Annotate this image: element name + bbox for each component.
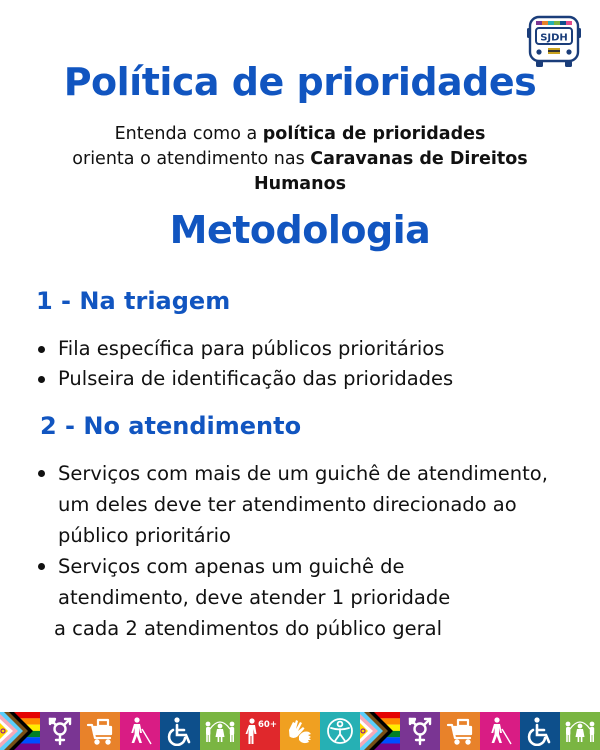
list-item-continuation: a cada 2 atendimentos do público geral [54, 617, 443, 640]
page-title: Política de prioridades [63, 60, 537, 104]
children-tile [200, 712, 240, 750]
universal-access-tile [320, 712, 360, 750]
children-tile [560, 712, 600, 750]
wheelchair-icon [167, 716, 193, 746]
transgender-tile [40, 712, 80, 750]
visually-impaired-tile [480, 712, 520, 750]
priority-icons-strip [0, 712, 600, 750]
svg-text:60+: 60+ [258, 720, 277, 730]
subtitle-bold-1: política de prioridades [262, 124, 486, 144]
progress-pride-flag-icon [0, 712, 40, 750]
svg-text:SJDH: SJDH [540, 32, 568, 44]
sign-language-tile [280, 712, 320, 750]
section-title: Metodologia [169, 208, 431, 252]
pride-flag-tile [360, 712, 400, 750]
shopping-cart-tile [440, 712, 480, 750]
subtitle-text-2: orienta o atendimento nas [72, 149, 311, 169]
children-playing-icon [563, 717, 597, 745]
visually-impaired-tile [120, 712, 160, 750]
list-item-text: Serviços com apenas um guichê de atendimento, deve atender 1 prioridade [58, 555, 451, 609]
list-item-text: Serviços com mais de um guichê de atendimento, um deles deve ter atendimento direcionado ao público prioritário [58, 462, 548, 547]
page-subtitle [60, 122, 540, 197]
list-item [36, 458, 568, 551]
list-item: Fila específica para públicos prioritários [36, 334, 453, 364]
transgender-symbol-icon [46, 715, 74, 747]
wheelchair-tile [520, 712, 560, 750]
step-2-heading: 2 - No atendimento [40, 412, 302, 440]
pride-flag-tile [0, 712, 40, 750]
blind-person-cane-icon [126, 716, 154, 746]
sign-language-hands-icon [285, 716, 315, 746]
wheelchair-icon [527, 716, 553, 746]
progress-pride-flag-icon [360, 712, 400, 750]
blind-person-cane-icon [486, 716, 514, 746]
universal-access-icon [325, 716, 355, 746]
step-1-list [36, 334, 453, 394]
shopping-cart-icon [446, 717, 474, 745]
subtitle-text-1: Entenda como a [114, 124, 263, 144]
shopping-cart-icon [86, 717, 114, 745]
children-playing-icon [203, 717, 237, 745]
list-item [36, 551, 528, 644]
step-1-heading: 1 - Na triagem [36, 287, 231, 315]
shopping-cart-tile [80, 712, 120, 750]
elderly-tile [240, 712, 280, 750]
step-2-list [36, 458, 586, 644]
list-item: Pulseira de identificação das prioridades [36, 364, 453, 394]
subtitle-bold-2: Caravanas de Direitos Humanos [253, 149, 528, 194]
elderly-60-plus-icon [243, 716, 277, 746]
transgender-tile [400, 712, 440, 750]
transgender-symbol-icon [406, 715, 434, 747]
wheelchair-tile [160, 712, 200, 750]
